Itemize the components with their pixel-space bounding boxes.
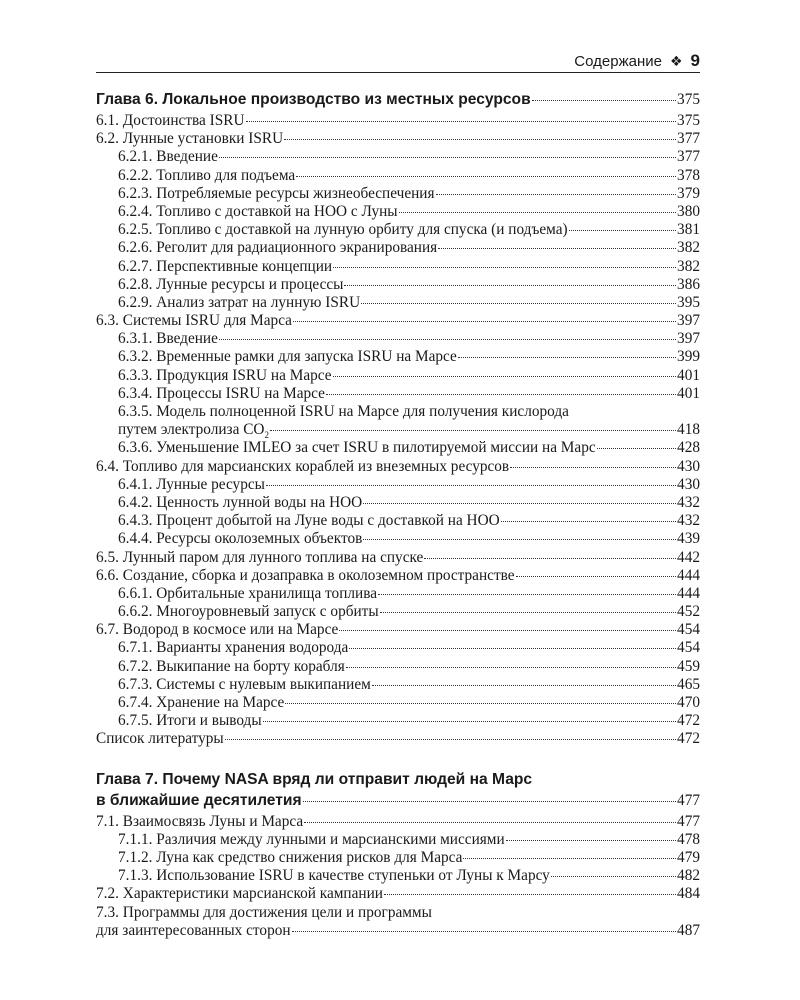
toc-entry[interactable] [96, 849, 700, 867]
toc-entry-title: 6.6.1. Орбитальные хранилища топлива [118, 584, 378, 602]
toc-entry-title: 6.3.3. Продукция ISRU на Марсе [118, 366, 332, 384]
toc-entry-page: 479 [677, 848, 700, 866]
dot-leader [532, 99, 676, 101]
dot-leader [349, 647, 676, 649]
toc-entry[interactable] [96, 621, 700, 639]
toc-entry-title: для заинтересованных сторон [96, 921, 291, 939]
toc-entry-title: 6.2.6. Реголит для радиационного экранирования [118, 239, 438, 257]
toc-entry-page: 439 [677, 530, 700, 548]
toc-entry[interactable] [96, 549, 700, 567]
toc-entry-page: 397 [677, 312, 700, 330]
dot-leader [303, 800, 676, 802]
toc-entry[interactable] [96, 639, 700, 657]
toc-entry-title: Список литературы [96, 730, 224, 748]
dot-leader [339, 629, 676, 631]
toc-entry-title: 6.4. Топливо для марсианских кораблей из внеземных ресурсов [96, 457, 510, 475]
header-rule [96, 72, 700, 73]
toc-entry-title: 6.5. Лунный паром для лунного топлива на спуске [96, 548, 424, 566]
toc-entry[interactable] [96, 258, 700, 276]
toc-entry-page: 377 [677, 130, 700, 148]
toc-entry-title: 6.3.1. Введение [118, 330, 218, 348]
toc-entry-page: 401 [677, 366, 700, 384]
dot-leader [363, 502, 676, 504]
toc-entry[interactable] [96, 203, 700, 221]
toc-entry-title: 6.2. Лунные установки ISRU [96, 130, 284, 148]
fleuron-icon: ❖ [669, 52, 683, 69]
toc-entry-title: 6.7.5. Итоги и выводы [118, 712, 262, 730]
toc-entry[interactable] [96, 567, 700, 585]
toc-entry-title: 6.7.2. Выкипание на борту корабля [118, 657, 345, 675]
toc-entry[interactable] [96, 148, 700, 166]
chapter-title: Глава 6. Локальное производство из местных ресурсов [96, 91, 531, 108]
toc-entry-page: 378 [677, 166, 700, 184]
toc-entry[interactable] [96, 239, 700, 257]
toc-entry-title: 7.1.1. Различия между лунными и марсианскими миссиями [118, 830, 505, 848]
page-number: 9 [690, 51, 700, 70]
toc-entry-page: 482 [677, 867, 700, 885]
toc-entry-page: 484 [677, 885, 700, 903]
toc-entry-title: 7.2. Характеристики марсианской кампании [96, 885, 383, 903]
dot-leader [292, 930, 676, 932]
toc-entry-title: 6.2.4. Топливо с доставкой на НОО с Луны [118, 202, 398, 220]
dot-leader [284, 138, 676, 140]
toc-entry[interactable] [96, 530, 700, 548]
toc-entry-title: 7.1. Взаимосвязь Луны и Марса [96, 812, 304, 830]
toc-entry-page: 432 [677, 512, 700, 530]
dot-leader [438, 247, 676, 249]
toc-entry-page: 377 [677, 148, 700, 166]
toc-entry-title: 6.2.5. Топливо с доставкой на лунную орбиту для спуска (и подъема) [118, 221, 568, 239]
dot-leader [506, 839, 676, 841]
toc-entry-page: 465 [677, 675, 700, 693]
toc-entry-page: 444 [677, 584, 700, 602]
toc-entry-6-3-5-line1[interactable]: 6.3.5. Модель полноценной ISRU на Марсе для получения кислорода [118, 403, 569, 420]
dot-leader [293, 320, 676, 322]
toc-entry-page: 399 [677, 348, 700, 366]
chapter-title: в ближайшие десятилетия [96, 791, 302, 809]
toc-entry-page: 382 [677, 257, 700, 275]
dot-leader [270, 429, 676, 431]
dot-leader [597, 447, 676, 449]
toc-entry[interactable] [96, 512, 700, 530]
dot-leader [333, 266, 676, 268]
toc-entry[interactable] [96, 867, 700, 885]
dot-leader [363, 538, 676, 540]
chapter-page: 375 [677, 91, 700, 108]
dot-leader [551, 875, 676, 877]
dot-leader [569, 229, 676, 231]
toc-entry-page: 454 [677, 639, 700, 657]
toc-entry-title: 6.6. Создание, сборка и дозаправка в околоземном пространстве [96, 566, 515, 584]
toc-entry[interactable] [96, 458, 700, 476]
dot-leader [436, 193, 677, 195]
toc-entry[interactable] [96, 694, 700, 712]
running-header [96, 50, 700, 72]
dot-leader [516, 575, 676, 577]
toc-entry-page: 418 [677, 421, 700, 439]
toc-entry[interactable] [96, 813, 700, 831]
toc-entry-page: 428 [677, 439, 700, 457]
toc-entry[interactable] [96, 476, 700, 494]
toc-entry[interactable] [96, 730, 700, 748]
dot-leader [326, 393, 676, 395]
toc-entry[interactable] [96, 658, 700, 676]
toc-entry-page: 487 [677, 921, 700, 939]
toc-entry[interactable] [96, 130, 700, 148]
toc-entry[interactable] [96, 885, 700, 903]
toc-entry-title: 6.2.3. Потребляемые ресурсы жизнеобеспечения [118, 184, 435, 202]
toc-entry-title: 6.4.4. Ресурсы околоземных объектов [118, 530, 363, 548]
toc-entry[interactable] [96, 167, 700, 185]
toc-chapter-7-title-line1[interactable]: Глава 7. Почему NASA вряд ли отправит людей на Марс [96, 770, 533, 788]
toc-entry[interactable] [96, 585, 700, 603]
toc-entry-page: 397 [677, 330, 700, 348]
dot-leader [501, 520, 676, 522]
dot-leader [285, 702, 676, 704]
dot-leader [380, 611, 676, 613]
toc-entry[interactable] [96, 221, 700, 239]
toc-entry-title: 6.1. Достоинства ISRU [96, 112, 245, 129]
dot-leader [384, 893, 676, 895]
toc-entry[interactable] [96, 603, 700, 621]
toc-entry-page: 459 [677, 657, 700, 675]
toc-entry-title: 6.4.3. Процент добытой на Луне воды с доставкой на НОО [118, 512, 500, 530]
toc-entry-title: 6.3.6. Уменьшение IMLEO за счет ISRU в пилотируемой миссии на Марс [118, 439, 596, 457]
dot-leader [333, 375, 677, 377]
toc-entry-page: 395 [677, 293, 700, 311]
dot-leader [225, 738, 676, 740]
toc-entry-page: 454 [677, 621, 700, 639]
toc-entry-page: 375 [677, 112, 700, 129]
toc-entry-title: 6.2.2. Топливо для подъема [118, 166, 296, 184]
toc-entry-title: 6.2.1. Введение [118, 148, 218, 166]
dot-leader [219, 338, 676, 340]
toc-entry-page: 382 [677, 239, 700, 257]
toc-entry-title: 6.7. Водород в космосе или на Марсе [96, 621, 339, 639]
toc-entry-title: 6.7.4. Хранение на Марсе [118, 694, 285, 711]
toc-entry-title: 7.1.3. Использование ISRU в качестве ступеньки от Луны к Марсу [118, 867, 550, 885]
header-section-title: Содержание [574, 52, 662, 70]
toc-entry-title: 6.6.2. Многоуровневый запуск с орбиты [118, 603, 379, 621]
toc-entry-title: 6.3. Системы ISRU для Марса [96, 312, 292, 330]
toc-entry[interactable] [96, 367, 700, 385]
toc-entry-6-3-5[interactable] [96, 421, 700, 439]
toc-entry-page: 477 [677, 812, 700, 830]
toc-entry-title: путем электролиза $CO_2$ [118, 421, 269, 441]
toc-entry-title: 6.4.2. Ценность лунной воды на НОО [118, 493, 363, 511]
dot-leader [246, 120, 677, 122]
dot-leader [510, 466, 676, 468]
toc-chapter-6[interactable] [96, 89, 700, 110]
dot-leader [263, 720, 676, 722]
toc-entry[interactable] [96, 312, 700, 330]
toc-entry-7-3-line1[interactable]: 7.3. Программы для достижения цели и программы [96, 903, 432, 921]
dot-leader [304, 821, 676, 823]
toc-entry[interactable] [96, 494, 700, 512]
dot-leader [361, 302, 676, 304]
dot-leader [346, 666, 676, 668]
toc-entry[interactable] [96, 831, 700, 849]
toc-entry[interactable] [96, 348, 700, 366]
toc-entry-page: 381 [677, 221, 700, 239]
dot-leader [424, 557, 676, 559]
toc-entry-page: 478 [677, 830, 700, 848]
toc-entry-page: 432 [677, 493, 700, 511]
toc-entry-title: 6.7.3. Системы с нулевым выкипанием [118, 675, 371, 693]
subscript: 2 [264, 430, 269, 441]
toc-entry-page: 430 [677, 475, 700, 493]
dot-leader [378, 593, 676, 595]
toc-entry-title: 6.3.2. Временные рамки для запуска ISRU на Марсе [118, 348, 457, 366]
toc-entry-page: 472 [677, 730, 700, 748]
toc-entry-title: 6.2.9. Анализ затрат на лунную ISRU [118, 293, 361, 311]
toc-entry[interactable] [96, 294, 700, 312]
toc-entry-title: 7.1.2. Луна как средство снижения рисков для Марса [118, 848, 463, 866]
toc-entry-title: 6.4.1. Лунные ресурсы [118, 475, 265, 493]
toc-entry-page: 470 [677, 694, 700, 711]
toc-chapter-6-entries [96, 112, 700, 403]
toc-entry-title: 6.2.8. Лунные ресурсы и процессы [118, 275, 344, 293]
toc-chapter-7[interactable] [96, 790, 700, 811]
toc-entry-page: 379 [677, 184, 700, 202]
toc-entry-page: 472 [677, 712, 700, 730]
toc-entry-title: 6.7.1. Варианты хранения водорода [118, 639, 349, 657]
toc-chapter-6-entries-b [96, 439, 700, 748]
dot-leader [219, 156, 676, 158]
toc-entry-7-3[interactable] [96, 922, 700, 940]
toc-entry-page: 442 [677, 548, 700, 566]
dot-leader [372, 684, 676, 686]
toc-chapter-7-entries [96, 813, 700, 904]
toc-entry-title: 6.2.7. Перспективные концепции [118, 257, 333, 275]
toc-entry[interactable] [96, 439, 700, 457]
chapter-page: 477 [677, 791, 700, 809]
toc-entry[interactable] [96, 112, 700, 130]
toc-entry-page: 452 [677, 603, 700, 621]
dot-leader [344, 284, 676, 286]
toc-entry[interactable] [96, 676, 700, 694]
toc-entry-page: 380 [677, 202, 700, 220]
toc-entry-page: 386 [677, 275, 700, 293]
toc-entry-page: 444 [677, 566, 700, 584]
toc-entry[interactable] [96, 276, 700, 294]
toc-entry[interactable] [96, 712, 700, 730]
table-of-contents [96, 89, 700, 940]
toc-entry-page: 430 [677, 457, 700, 475]
dot-leader [266, 484, 676, 486]
toc-entry[interactable] [96, 385, 700, 403]
dot-leader [399, 211, 676, 213]
dot-leader [296, 175, 676, 177]
dot-leader [458, 356, 676, 358]
toc-entry-page: 401 [677, 384, 700, 402]
toc-entry[interactable] [96, 185, 700, 203]
dot-leader [463, 857, 676, 859]
toc-entry-title: 6.3.4. Процессы ISRU на Марсе [118, 384, 325, 402]
toc-entry[interactable] [96, 330, 700, 348]
